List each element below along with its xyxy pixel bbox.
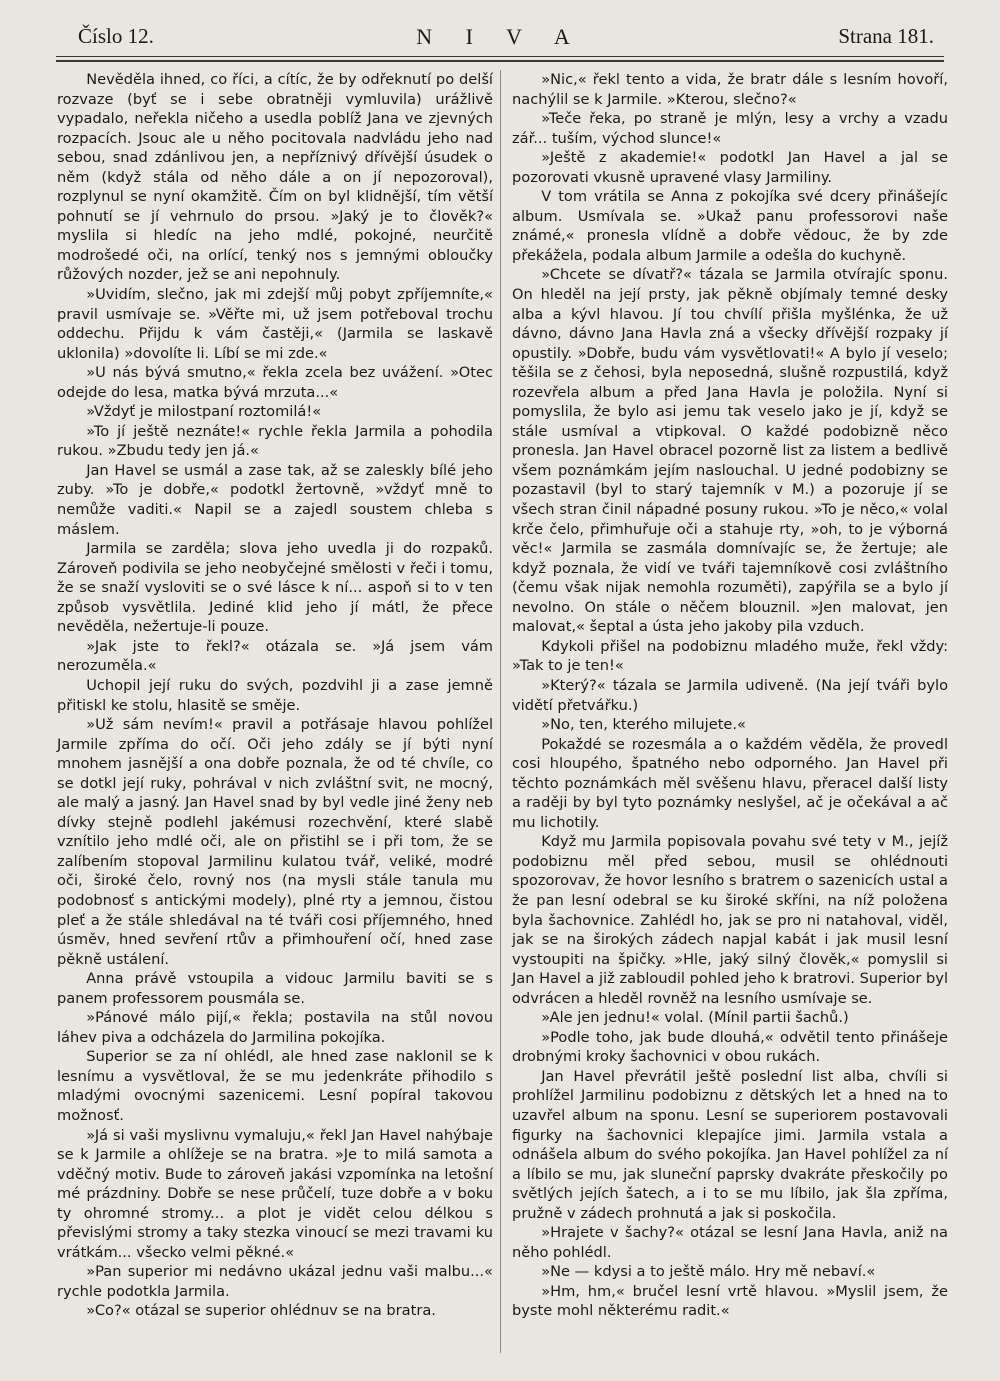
paragraph: Superior se za ní ohlédl, ale hned zase naklonil se k lesnímu a vysvětloval, že se mu jedenkráte přihodilo s mladými ovocnými sazenicemi. Lesní popíral takovou možnosť. <box>57 1048 493 1124</box>
issue-number: Číslo 12. <box>78 24 154 48</box>
paragraph: Jan Havel převrátil ještě poslední list alba, chvíli si prohlížel Jarmilinu podobiznu z dětských let a hned na to uzavřel album na sponu. Lesní se superiorem postavovali figurky na šachovnici klepajíce jimi. Jarmila vstala a odnášela album do svého pokojíka. Jan Havel pohlížel za ní a líbilo se mu, jak sluneční paprsky dvakráte přeskočily po světlých jejích šatech, a i to se mu líbilo, jak šla zpříma, pružně v zádech prohnutá a jak si poskočila. <box>512 1067 948 1222</box>
header-rule-thick <box>56 60 944 62</box>
paragraph: »Uvidím, slečno, jak mi zdejší můj pobyt zpříjemníte,« pravil usmívaje se. »Věřte mi, už jsem potřeboval trochu oddechu. Přijdu k vám častěji,« (Jarmila se laskavě uklonila) »dovolíte li. Líbí se mi zde.« <box>57 286 493 362</box>
page-header <box>56 18 944 54</box>
paragraph: Nevěděla ihned, co říci, a cítíc, že by odřeknutí po delší rozvaze (byť se i sebe obratněji vymluvila) urážlivě vypadalo, neřekla ničeho a usedla poblíž Jana ve zjevných rozpacích. Jsouc ale u něho pocitovala nadvládu jeho nad sebou, snad zdánlivou jen, a nepříznivý dřívější úsudek o něm (když stála od něho dále a on jí nepozoroval), rozplynul se nyní okamžitě. Čím on byl klidnější, tím větší pohnutí se jí vehrnulo do prsou. »Jaký je to člověk?« myslila si hledíc na jeho mdlé, pokojné, neurčitě modrošedé oči, na orlící, tenký nos s jemnými obloučky růžových nozder, jež se ani nepohnuly. <box>57 71 493 284</box>
page-number: Strana 181. <box>838 24 934 48</box>
paragraph: Uchopil její ruku do svých, pozdvihl ji a zase jemně přitiskl ke stolu, hlasitě se směje. <box>57 676 493 714</box>
paragraph: »Co?« otázal se superior ohlédnuv se na bratra. <box>86 1302 436 1320</box>
header-rule <box>56 56 944 57</box>
paragraph: »Pan superior mi nedávno ukázal jednu vaši malbu...« rychle podotkla Jarmila. <box>57 1263 493 1300</box>
paragraph: Když mu Jarmila popisovala povahu své tety v M., jejíž podobiznu měl před sebou, musil se ohlédnouti spozorovav, že hovor lesního s bratrem o sazenicích ustal a že pan lesní odebral se ku široké skříni, na níž položena byla šachovnice. Zahlédl ho, jak se pro ni natahoval, viděl, jak se na širokých zádech napjal kabát i jak musil lesní vystoupiti na špičky. »Hle, jaký silný člověk,« pomyslil si Jan Havel a již zabloudil pohled jeho k bratrovi. Superior byl odvrácen a hleděl rovněž na lesního usmívaje se. <box>512 833 948 1007</box>
paragraph: V tom vrátila se Anna z pokojíka své dcery přinášejíc album. Usmívala se. »Ukaž panu professorovi naše známé,« pronesla vlídně a dobře vědouc, že by zde překážela, podala album Jarmile a odešla do kuchyně. <box>512 188 948 264</box>
paragraph: Jarmila se zarděla; slova jeho uvedla ji do rozpaků. Zároveň podivila se jeho neobyčejné smělosti v řeči i tomu, že se snaží vysloviti se o své lásce k ní... aspoň si to v ten způsob vysvětlila. Jediné klid jeho jí mátl, že přece nevěděla, nežertuje-li pouze. <box>57 540 493 636</box>
paragraph: »Podle toho, jak bude dlouhá,« odvětil tento přinášeje drobnými kroky šachovnici v obou rukách. <box>512 1028 948 1066</box>
paragraph: »Už sám nevím!« pravil a potřásaje hlavou pohlížel Jarmile zpříma do očí. Oči jeho zdály se jí býti nyní mnohem jasnější a ona dobře poznala, že od té chvíle, co se dotkl její ruky, pohrával v nich zvláštní svit, ne mocný, ale malý a jasný. Jan Havel snad by byl vedle jiné ženy neb dívky stejně podlehl jakémusi rozechvění, které slabě vznítilo jeho mdlé oči, ale on přistihl se i při tom, že se zalíbením stopoval Jarmilinu kulatou tvář, veliké, modré oči, široké čelo, rovný nos (na mysli stále tanula mu podobnosť s antickými modely), plné rty a jemnou, čistou pleť a že stále shledával na té tváři cosi příjemného, hned úsměv, hned sevření rtův a přimhouření očí, hned zase pěkně ustálení. <box>57 716 493 968</box>
paragraph: Pokaždé se rozesmála a o každém věděla, že provedl cosi hloupého, špatného nebo odporného. Jan Havel při těchto poznámkách měl svěšenu hlavu, přeracel další listy a raději by byl tyto poznámky neslyšel, ač je očekával a ač mu lichotily. <box>512 735 948 831</box>
paragraph: »To jí ještě neznáte!« rychle řekla Jarmila a pohodila rukou. »Zbudu tedy jen já.« <box>57 422 493 460</box>
left-column <box>57 70 493 1321</box>
paragraph: »Pánové málo pijí,« řekla; postavila na stůl novou láhev piva a odcházela do Jarmilina pokojíka. <box>57 1009 493 1046</box>
paragraph: »Který?« tázala se Jarmila udiveně. (Na její tváři bylo vidětí přetvářku.) <box>512 676 948 714</box>
paragraph: »Jak jste to řekl?« otázala se. »Já jsem vám nerozuměla.« <box>57 637 493 675</box>
column-divider <box>500 70 501 1353</box>
paragraph: Anna právě vstoupila a vidouc Jarmilu baviti se s panem professorem pousmála se. <box>57 970 493 1007</box>
paragraph: »Hm, hm,« bručel lesní vrtě hlavou. »Myslil jsem, že byste mohl některému radit.« <box>512 1282 948 1320</box>
paragraph: »Hrajete v šachy?« otázal se lesní Jana Havla, aniž na něho pohlédl. <box>512 1224 948 1261</box>
paragraph: »Vždyť je milostpaní roztomilá!« <box>86 403 322 421</box>
paragraph: »Nic,« řekl tento a vida, že bratr dále s lesním hovoří, nachýlil se k Jarmile. »Kterou, slečno?« <box>512 71 948 108</box>
paragraph: »Ještě z akademie!« podotkl Jan Havel a jal se pozorovati vkusně upravené vlasy Jarmiliny. <box>512 149 948 186</box>
paragraph: »Teče řeka, po straně je mlýn, lesy a vrchy a vzadu zář... tuším, východ slunce!« <box>512 110 948 147</box>
right-column <box>512 70 948 1321</box>
paragraph: »Chcete se dívatř?« tázala se Jarmila otvírajíc sponu. On hleděl na její prsty, jak pěkně objímaly temné desky alba a kývl hlavou. Jí tou chvílí přišla myšlénka, že už dávno, dávno Jana Havla zná a všecky dřívější rozpaky jí opustily. »Dobře, budu vám vysvětlovati!« A bylo jí veselo; těšila se z čehosi, byla neposedná, slušně rozpustilá, když rozevřela album a před Jana Havla je položila. Nyní si pomyslila, že bylo asi jemu tak veselo jako je jí, když se stále usmíval a vtipkoval. O každé podobizně něco pronesla. Jan Havel obracel pozorně list za listem a bedlivě všem poznámkám jejím naslouchal. U jedné podobizny se pozastavil (byl to starý tajemník v M.) a pozoruje jí se všech stran činil nápadné posuny rukou. »To je něco,« volal krče čelo, přimhuřuje oči a stahuje rty, »oh, to je výborná věc!« Jarmila se zasmála domnívajíc se, že žertuje; ale když poznala, že vidí ve tváři tajemníkově cosi zvláštního (čemu však nijak nemohla rozuměti), zapýřila se a bylo jí nevolno. On stále o něčem blouznil. »Jen malovat, jen malovat,« šeptal a ústa jeho jakoby pila vzduch. <box>512 266 948 636</box>
paragraph: »Ne — kdysi a to ještě málo. Hry mě nebaví.« <box>541 1263 876 1281</box>
paragraph: »Ale jen jednu!« volal. (Mínil partii šachů.) <box>541 1009 849 1027</box>
paragraph: »Já si vaši myslivnu vymaluju,« řekl Jan Havel nahýbaje se k Jarmile a ohlížeje se na bratra. »Je to milá samota a vděčný motiv. Bude to zároveň jakási vzpomínka na letošní mé prázdniny. Dobře se nese průčelí, tuze dobře a v boku ty ohromné stromy... a plot je vidět celou délkou s převislými stromy a taky stezka vinoucí se mezi travami ku vrátkám... všecko velmi pěkné.« <box>57 1126 493 1261</box>
paragraph: »No, ten, kterého milujete.« <box>541 716 746 734</box>
journal-title: N I V A <box>416 24 584 49</box>
paragraph: »U nás bývá smutno,« řekla zcela bez uvážení. »Otec odejde do lesa, matka bývá mrzuta...« <box>57 364 493 401</box>
paragraph: Kdykoli přišel na podobiznu mladého muže, řekl vždy: »Tak to je ten!« <box>512 637 948 675</box>
paragraph: Jan Havel se usmál a zase tak, až se zaleskly bílé jeho zuby. »To je dobře,« podotkl žertovně, »vždyť mně to nemůže vaditi.« Napil se a zajedl soustem chleba s máslem. <box>57 461 493 538</box>
